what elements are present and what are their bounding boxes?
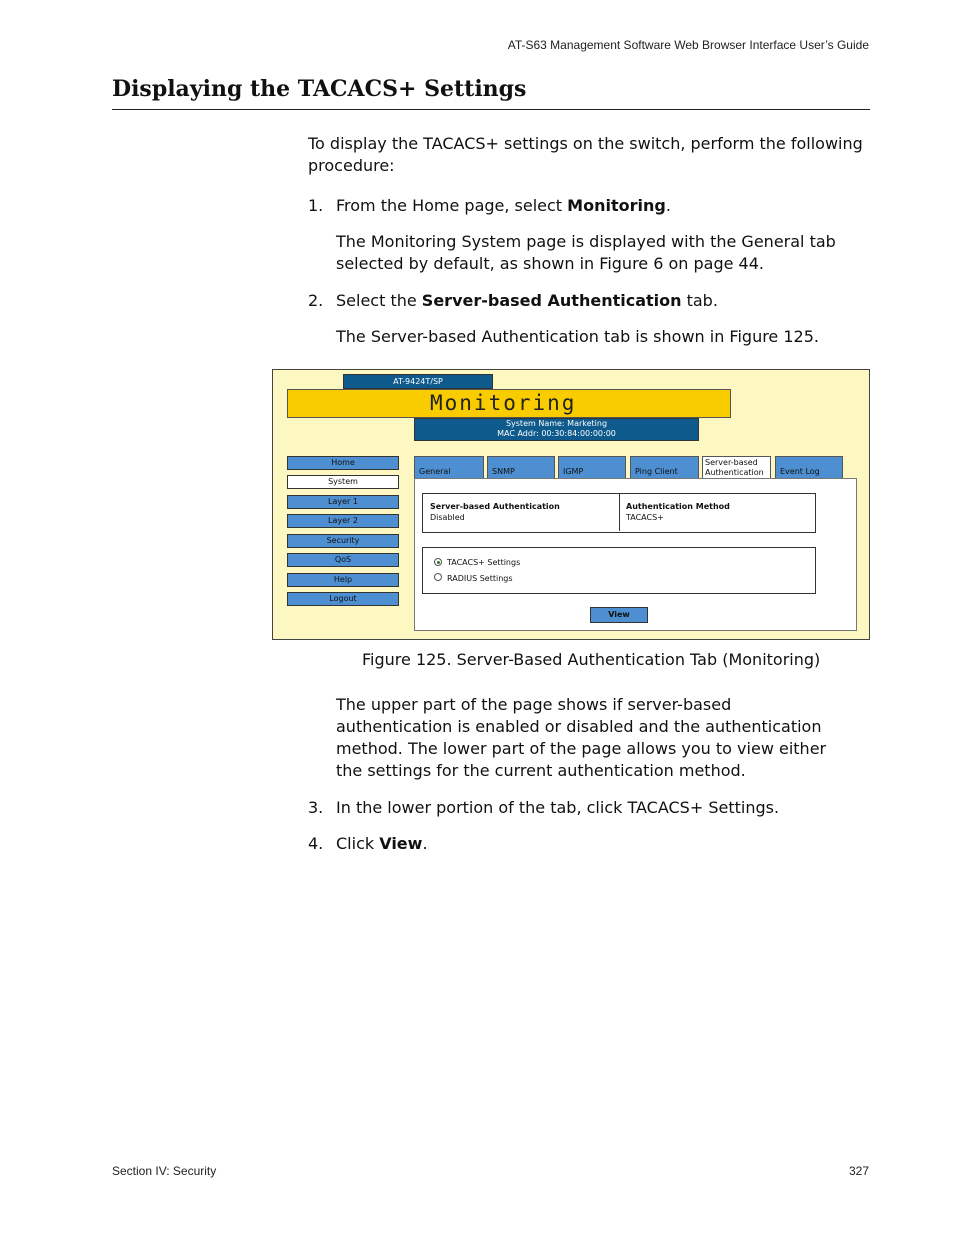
step-text: Select the bbox=[336, 291, 422, 310]
tab-event-log[interactable]: Event Log bbox=[775, 456, 843, 478]
settings-select-box bbox=[422, 547, 816, 594]
step-bold: Monitoring bbox=[567, 196, 666, 215]
tacacs-radio-label: TACACS+ Settings bbox=[447, 558, 521, 567]
nav-help-button[interactable]: Help bbox=[287, 573, 399, 587]
figure-caption: Figure 125. Server-Based Authentication Tab (Monitoring) bbox=[362, 650, 821, 669]
step-number: 3. bbox=[308, 798, 324, 817]
tab-snmp[interactable]: SNMP bbox=[487, 456, 555, 478]
auth-status-divider bbox=[619, 493, 620, 531]
step-1 bbox=[308, 195, 671, 217]
step-2-note: The Server-based Authentication tab is shown in Figure 125. bbox=[336, 327, 819, 346]
step-bold: Server-based Authentication bbox=[421, 291, 682, 310]
footer-page-number: 327 bbox=[848, 1164, 869, 1178]
step-text: Click bbox=[336, 834, 380, 853]
step-text: In the lower portion of the tab, click TACACS+ Settings. bbox=[336, 798, 780, 817]
step-2 bbox=[308, 290, 718, 312]
explanation-paragraph: The upper part of the page shows if server-based authentication is enabled or disabled and the authentication method. The lower part of the page allows you to view either the settings for the current authentication method. bbox=[336, 695, 827, 780]
nav-security-button[interactable]: Security bbox=[287, 534, 399, 548]
view-button[interactable]: View bbox=[590, 607, 648, 623]
method-value: TACACS+ bbox=[626, 513, 664, 522]
method-label: Authentication Method bbox=[626, 502, 730, 511]
auth-label: Server-based Authentication bbox=[430, 502, 560, 511]
model-label: AT-9424T/SP bbox=[343, 374, 493, 389]
step-text-end: . bbox=[665, 196, 671, 215]
step-3 bbox=[308, 797, 779, 819]
step-4 bbox=[308, 833, 428, 855]
nav-layer1-button[interactable]: Layer 1 bbox=[287, 495, 399, 509]
nav-layer2-button[interactable]: Layer 2 bbox=[287, 514, 399, 528]
tab-server-based-authentication[interactable]: Server-based Authentication bbox=[702, 456, 771, 478]
nav-logout-button[interactable]: Logout bbox=[287, 592, 399, 606]
step-text: From the Home page, select bbox=[336, 196, 568, 215]
step-bold: View bbox=[379, 834, 423, 853]
radius-radio-label: RADIUS Settings bbox=[447, 574, 513, 583]
auth-value: Disabled bbox=[430, 513, 465, 522]
tab-general[interactable]: General bbox=[414, 456, 484, 478]
title-rule bbox=[112, 109, 870, 110]
system-info-bar bbox=[414, 418, 699, 441]
tab-ping-client[interactable]: Ping Client bbox=[630, 456, 699, 478]
radius-radio[interactable] bbox=[434, 573, 442, 581]
monitoring-title: Monitoring bbox=[430, 391, 577, 415]
step-number: 1. bbox=[308, 196, 324, 215]
step-number: 4. bbox=[308, 834, 324, 853]
nav-home-button[interactable]: Home bbox=[287, 456, 399, 470]
nav-qos-button[interactable]: QoS bbox=[287, 553, 399, 567]
tab-igmp[interactable]: IGMP bbox=[558, 456, 626, 478]
step-text-end: . bbox=[422, 834, 428, 853]
section-title: Displaying the TACACS+ Settings bbox=[112, 76, 527, 102]
mac-address: MAC Addr: 00:30:84:00:00:00 bbox=[497, 429, 616, 438]
step-text-end: tab. bbox=[681, 291, 718, 310]
system-name: System Name: Marketing bbox=[505, 419, 608, 428]
intro-paragraph: To display the TACACS+ settings on the switch, perform the following procedure: bbox=[308, 134, 863, 175]
running-header: AT-S63 Management Software Web Browser Interface User’s Guide bbox=[507, 38, 869, 52]
step-number: 2. bbox=[308, 291, 324, 310]
footer-section: Section IV: Security bbox=[112, 1164, 217, 1178]
tacacs-radio[interactable] bbox=[434, 558, 442, 566]
nav-system-button[interactable]: System bbox=[287, 475, 399, 489]
step-1-note: The Monitoring System page is displayed with the General tab selected by default, as shown in Figure 6 on page 44. bbox=[336, 232, 836, 273]
